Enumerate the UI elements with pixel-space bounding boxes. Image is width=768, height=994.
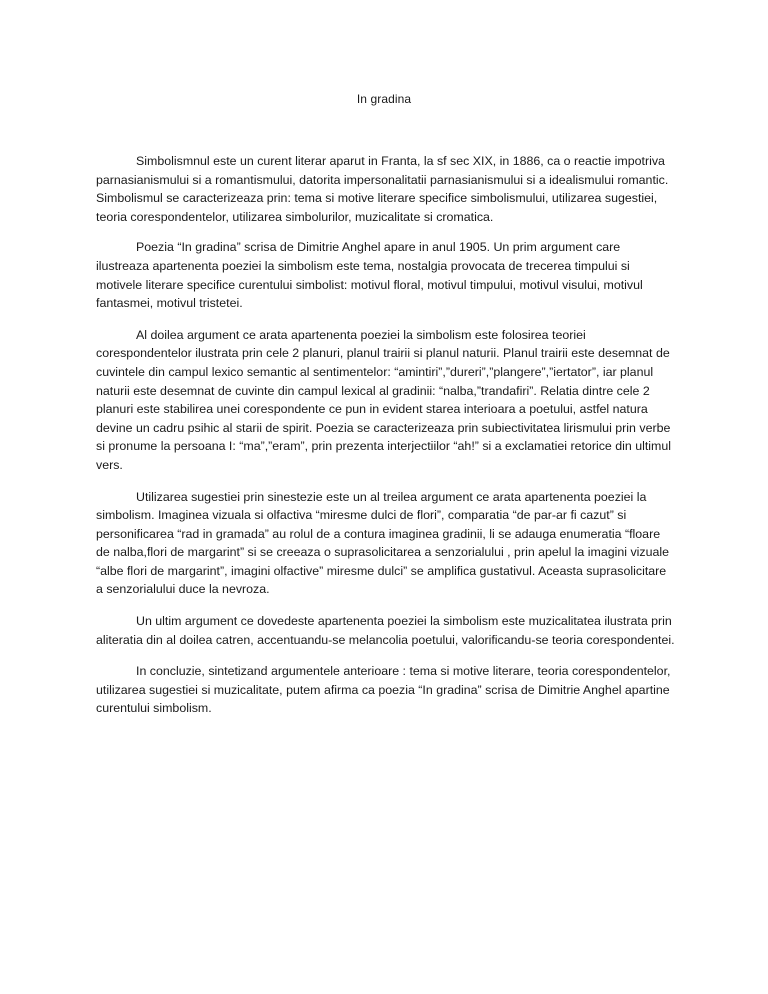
- paragraph-third-argument: Utilizarea sugestiei prin sinestezie este un al treilea argument ce arata apartenenta poeziei la simbolism. Imaginea vizuala si olfactiva “miresme dulci de flori”, comparatia “de par-ar fi cazut” si personificarea “rad in gramada” au rolul de a contura imaginea gradinii, li se adauga enumeratia “floare de nalba,flori de margarint” si se creeaza o suprasolicitarea a senzorialului , prin apelul la imagini vizuale “albe flori de margarint”, imagini olfactive” miresme dulci” se amplifica gustativul. Aceasta suprasolicitare a senzorialului duce la nevroza.: [96, 489, 670, 597]
- paragraph-last-argument: Un ultim argument ce dovedeste apartenenta poeziei la simbolism este muzicalitatea ilustrata prin aliteratia din al doilea catren, accentuandu-se melancolia poetului, valorificandu-se teoria corespondentei.: [96, 614, 675, 647]
- document-body: [96, 152, 676, 731]
- document-title: In gradina: [356, 92, 412, 106]
- paragraph-intro: Simbolismnul este un curent literar aparut in Franta, la sf sec XIX, in 1886, ca o reactie impotriva parnasianismului si a romantismului, datorita impersonalitatii parnasianismului si a idealismului romantic. Simbolismul se caracterizeaza prin: tema si motive literare specifice simbolismului, utilizarea sugestiei, teoria corespondentelor, utilizarea simbolurilor, muzicalitate si cromatica.: [96, 154, 669, 224]
- paragraph-second-argument: Al doilea argument ce arata apartenenta poeziei la simbolism este folosirea teoriei corespondentelor ilustrata prin cele 2 planuri, planul trairii si planul naturii. Planul trairii este desemnat de cuvintele din campul lexico semantic al sentimentelor: “amintiri”,”dureri”,”plangere”,”iertator”, iar planul naturii este desemnat de cuvinte din campul lexical al gradinii: “nalba,”trandafiri”. Relatia dintre cele 2 planuri este stabilirea unei corespondente ce pun in evident starea interioara a poetului, astfel natura devine un cadru psihic al starii de spirit. Poezia se caracterizeaza prin subiectivitatea lirismului prin verbe si pronume la persoana I: “ma”,”eram”, prin prezenta interjectiilor “ah!” si a exclamatiei retorice din ultimul vers.: [96, 327, 672, 472]
- paragraph-conclusion: In concluzie, sintetizand argumentele anterioare : tema si motive literare, teoria corespondentelor, utilizarea sugestiei si muzicalitate, putem afirma ca poezia “In gradina” scrisa de Dimitrie Anghel apartine curentului simbolism.: [96, 664, 671, 716]
- paragraph-first-argument: Poezia “In gradina” scrisa de Dimitrie Anghel apare in anul 1905. Un prim argument care ilustreaza apartenenta poeziei la simbolism este tema, nostalgia provocata de trecerea timpului si motivele literare specifice curentului simbolist: motivul floral, motivul timpului, motivul visului, motivul fantasmei, motivul tristetei.: [96, 240, 643, 311]
